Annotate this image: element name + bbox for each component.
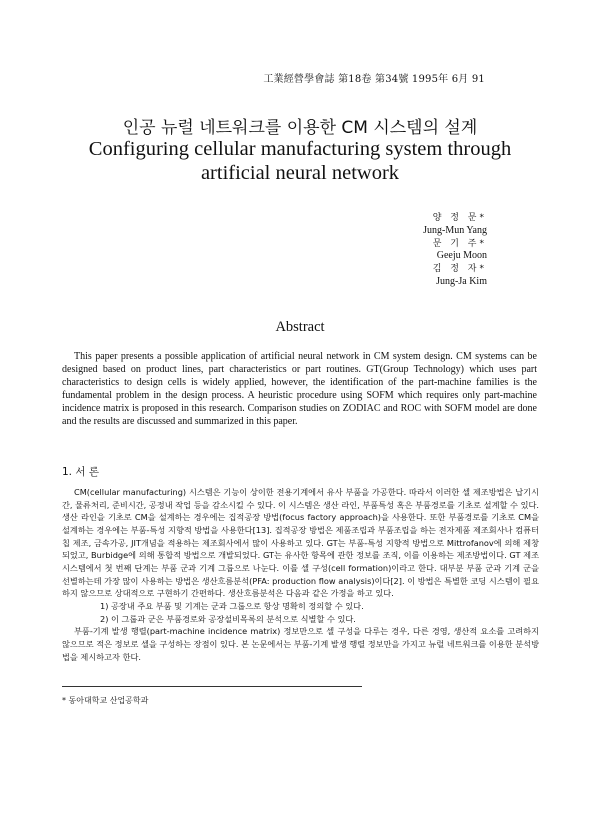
title-english-line1: Configuring cellular manufacturing system through <box>88 138 512 160</box>
abstract-heading: Abstract <box>275 319 325 335</box>
section-1-heading: 1. 서 론 <box>62 466 99 478</box>
title-korean: 인공 뉴럴 네트워크를 이용한 CM 시스템의 설계 <box>122 118 478 138</box>
author-1-english: Jung-Mun Yang <box>423 224 487 236</box>
author-1-korean: 양 정 문* <box>432 213 487 223</box>
footnote-divider <box>62 686 362 687</box>
section-1-body <box>62 486 539 663</box>
footnote-affiliation: * 동아대학교 산업공학과 <box>62 696 149 705</box>
running-header: 工業經營學會誌 第18卷 第34號 1995年 6月 91 <box>263 74 485 85</box>
section-1-paragraph-1: CM(cellular manufacturing) 시스템은 기능이 상이한 전용기계에서 유사 부품을 가공한다. 따라서 이러한 셀 제조방법은 납기시간, 물류처리, 준비시간, 공정내 작업 등을 감소시킬 수 있다. 이 시스템은 생산 라인, 부품특성 혹은 부품경로를 기초로 설계할 수 있다. 생산 라인을 기초로 CM을 설계하는 경우에는 집적공장 방법(focus factory approach)을 사용한다. 또한 부품경로를 기초로 CM을 설계하는 경우에는 부품-특성 지향적 방법을 사용한다[13]. 집적공장 방법은 제품조립과 부품조립을 하는 전자제품 제조회사나 컴퓨터 칩 제조, 금속가공, JIT개념을 적용하는 제조회사에서 많이 사용하고 있다. GT는 부품-특성 지향적 방법으로 Mittrofanov에 의해 제창되었고, Burbidge에 의해 통합적 방법으로 개발되었다. GT는 유사한 항목에 관한 정보를 조직, 이를 이용하는 제조방법이다. GT 제조 시스템에서 첫 번째 단계는 부품 군과 기계 그룹으로 나눈다. 이를 셀 구성(cell formation)이라고 한다. 대부분 부품 군과 기계 군을 선별하는데 가장 많이 사용하는 방법은 생산흐름분석(PFA: production flow analysis)이다[2]. 이 방법은 특별한 코딩 시스템이 필요하지 않으므로 상대적으로 구현하기 간편하다. 생산흐름분석은 다음과 같은 가정을 하고 있다. <box>62 487 539 599</box>
author-3-korean: 김 정 자* <box>432 264 487 275</box>
abstract-text: This paper presents a possible application of artificial neural network in CM system design. CM systems can be designed based on product lines, part characteristics or part routines. GT(Group Technology) which uses part characteristics to design cells is widely applied, however, the identification of the part-machine families is the fundamental problem in the design process. A heuristic procedure using SOFM which requires only part-machine incidence matrix is proposed in this research. Comparison studies on ZODIAC and ROC with SOFM model are done and the results are discussed and summarized in this paper. <box>62 351 537 428</box>
section-1-paragraph-2: 부품-기계 발생 행렬(part-machine incidence matrix) 정보만으로 셀 구성을 다루는 경우, 다른 경영, 생산적 요소를 고려하지 않으므로 적은 정보로 셀을 구성하는 장점이 있다. 본 논문에서는 부품-기계 발생 행렬 정보만을 가지고 뉴럴 네트워크를 이용한 분석방법을 제시하고자 한다. <box>62 626 539 662</box>
author-block <box>423 212 487 289</box>
author-3-english: Jung-Ja Kim <box>436 275 487 287</box>
assumption-item-1: 1) 공장내 주요 부품 및 기계는 군과 그룹으로 항상 명확히 정의할 수 있다. <box>100 600 364 611</box>
author-2-english: Geeju Moon <box>436 250 487 262</box>
author-2-korean: 문 기 주* <box>432 238 487 249</box>
title-english-line2: artificial neural network <box>200 162 400 184</box>
title-english <box>0 137 600 185</box>
assumption-item-2: 2) 이 그룹과 군은 부품경로와 공장설비목록의 분석으로 식별할 수 있다. <box>100 613 356 624</box>
